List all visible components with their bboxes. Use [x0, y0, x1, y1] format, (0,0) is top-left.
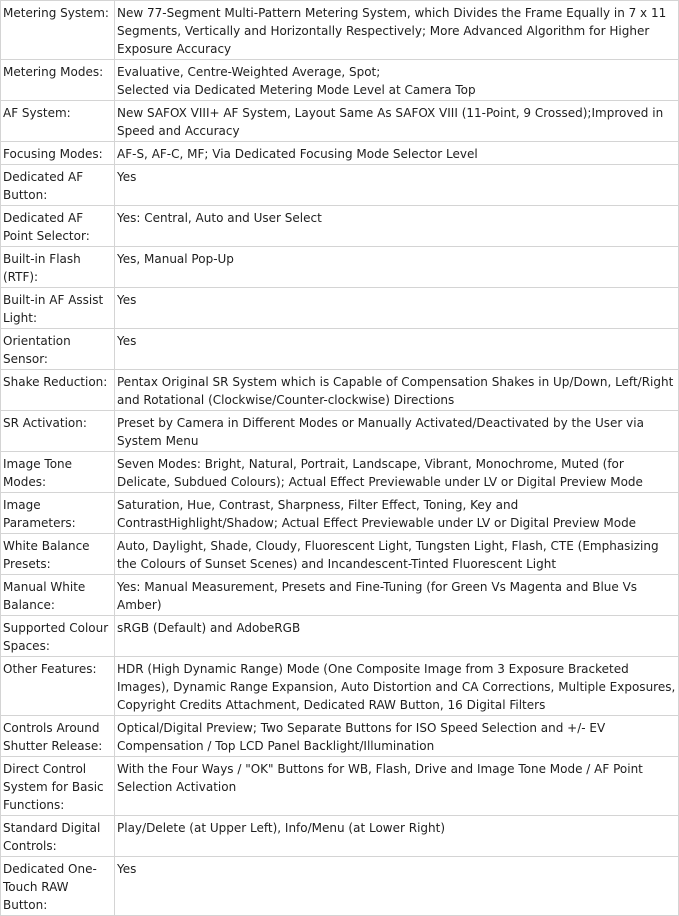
- spec-value: Yes: Manual Measurement, Presets and Fine-Tuning (for Green Vs Magenta and Blue Vs Amber): [115, 575, 679, 616]
- table-row: [1, 411, 679, 452]
- spec-label: Image Parameters:: [1, 493, 115, 534]
- spec-value: With the Four Ways / "OK" Buttons for WB, Flash, Drive and Image Tone Mode / AF Point Selection Activation: [115, 757, 679, 816]
- spec-label: Standard Digital Controls:: [1, 816, 115, 857]
- spec-value: Optical/Digital Preview; Two Separate Buttons for ISO Speed Selection and +/- EV Compensation / Top LCD Panel Backlight/Illumination: [115, 716, 679, 757]
- spec-value: Yes: [115, 857, 679, 916]
- table-row: [1, 206, 679, 247]
- table-row: [1, 101, 679, 142]
- spec-value: Seven Modes: Bright, Natural, Portrait, Landscape, Vibrant, Monochrome, Muted (for Delicate, Subdued Colours); Actual Effect Previewable under LV or Digital Preview Mode: [115, 452, 679, 493]
- spec-label: Built-in Flash (RTF):: [1, 247, 115, 288]
- spec-value: [115, 60, 679, 101]
- spec-value: New SAFOX VIII+ AF System, Layout Same As SAFOX VIII (11-Point, 9 Crossed);Improved in Speed and Accuracy: [115, 101, 679, 142]
- table-row: [1, 142, 679, 165]
- table-row: [1, 247, 679, 288]
- spec-label: Image Tone Modes:: [1, 452, 115, 493]
- table-row: [1, 716, 679, 757]
- spec-value: New 77-Segment Multi-Pattern Metering System, which Divides the Frame Equally in 7 x 11 Segments, Vertically and Horizontally Respectively; More Advanced Algorithm for Higher Exposure Accuracy: [115, 1, 679, 60]
- table-row: [1, 493, 679, 534]
- spec-value: AF-S, AF-C, MF; Via Dedicated Focusing Mode Selector Level: [115, 142, 679, 165]
- table-row: [1, 452, 679, 493]
- spec-value: Yes: [115, 165, 679, 206]
- table-row: [1, 857, 679, 916]
- spec-value: Preset by Camera in Different Modes or Manually Activated/Deactivated by the User via System Menu: [115, 411, 679, 452]
- spec-label: Focusing Modes:: [1, 142, 115, 165]
- spec-label: SR Activation:: [1, 411, 115, 452]
- spec-value: Saturation, Hue, Contrast, Sharpness, Filter Effect, Toning, Key and ContrastHighlight/Shadow; Actual Effect Previewable under LV or Digital Preview Mode: [115, 493, 679, 534]
- spec-value: Pentax Original SR System which is Capable of Compensation Shakes in Up/Down, Left/Right and Rotational (Clockwise/Counter-clockwise) Directions: [115, 370, 679, 411]
- spec-label: Orientation Sensor:: [1, 329, 115, 370]
- spec-value-line: Selected via Dedicated Metering Mode Level at Camera Top: [117, 83, 476, 97]
- table-row: [1, 534, 679, 575]
- table-row: [1, 757, 679, 816]
- spec-label: White Balance Presets:: [1, 534, 115, 575]
- spec-label: Supported Colour Spaces:: [1, 616, 115, 657]
- table-row: [1, 1, 679, 60]
- spec-label: Metering Modes:: [1, 60, 115, 101]
- table-row: [1, 288, 679, 329]
- spec-label: AF System:: [1, 101, 115, 142]
- spec-value: Yes: [115, 288, 679, 329]
- spec-value: Yes: Central, Auto and User Select: [115, 206, 679, 247]
- spec-label: Direct Control System for Basic Functions:: [1, 757, 115, 816]
- spec-label: Dedicated One-Touch RAW Button:: [1, 857, 115, 916]
- spec-value: sRGB (Default) and AdobeRGB: [115, 616, 679, 657]
- spec-label: Metering System:: [1, 1, 115, 60]
- spec-value: HDR (High Dynamic Range) Mode (One Composite Image from 3 Exposure Bracketed Images), Dynamic Range Expansion, Auto Distortion and CA Corrections, Multiple Exposures, Copyright Credits Attachment, Dedicated RAW Button, 16 Digital Filters: [115, 657, 679, 716]
- spec-value: Play/Delete (at Upper Left), Info/Menu (at Lower Right): [115, 816, 679, 857]
- table-row: [1, 60, 679, 101]
- spec-label: Shake Reduction:: [1, 370, 115, 411]
- spec-label: Dedicated AF Button:: [1, 165, 115, 206]
- spec-label: Manual White Balance:: [1, 575, 115, 616]
- spec-label: Built-in AF Assist Light:: [1, 288, 115, 329]
- spec-value: Yes: [115, 329, 679, 370]
- spec-label: Controls Around Shutter Release:: [1, 716, 115, 757]
- table-row: [1, 575, 679, 616]
- spec-label: Other Features:: [1, 657, 115, 716]
- spec-value-line: Evaluative, Centre-Weighted Average, Spot;: [117, 65, 381, 79]
- table-row: [1, 370, 679, 411]
- table-row: [1, 165, 679, 206]
- table-row: [1, 657, 679, 716]
- table-row: [1, 329, 679, 370]
- spec-value: Yes, Manual Pop-Up: [115, 247, 679, 288]
- table-row: [1, 616, 679, 657]
- spec-label: Dedicated AF Point Selector:: [1, 206, 115, 247]
- spec-value: Auto, Daylight, Shade, Cloudy, Fluorescent Light, Tungsten Light, Flash, CTE (Emphasizing the Colours of Sunset Scenes) and Incandescent-Tinted Fluorescent Light: [115, 534, 679, 575]
- table-row: [1, 816, 679, 857]
